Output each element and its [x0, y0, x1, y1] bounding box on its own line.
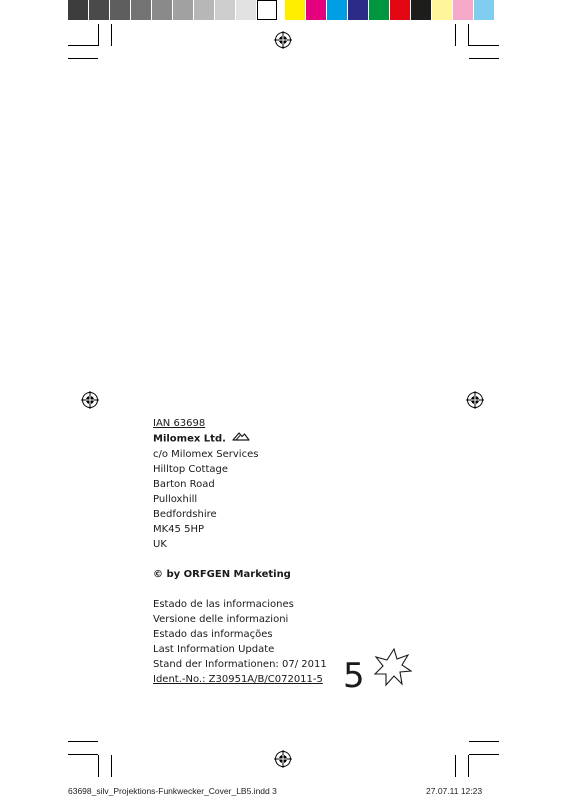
color-swatch	[348, 0, 369, 20]
crop-mark	[468, 755, 469, 777]
registration-mark-icon	[81, 391, 99, 409]
color-swatch	[411, 0, 432, 20]
crop-mark	[469, 754, 499, 755]
color-swatch	[453, 0, 474, 20]
crop-mark	[455, 24, 456, 46]
address-line: MK45 5HP	[153, 523, 205, 535]
mountain-logo-icon	[232, 431, 250, 446]
gray-swatch	[215, 0, 236, 20]
crop-mark	[68, 741, 98, 742]
color-swatch	[327, 0, 348, 20]
gray-swatch	[110, 0, 131, 20]
color-swatch	[369, 0, 390, 20]
address-line: UK	[153, 538, 167, 550]
gray-swatch	[68, 0, 89, 20]
gray-swatch	[152, 0, 173, 20]
color-swatch	[390, 0, 411, 20]
registration-mark-icon	[274, 31, 292, 49]
company-name: Milomex Ltd.	[153, 433, 226, 445]
company-name-row	[153, 431, 327, 447]
color-swatch	[285, 0, 306, 20]
registration-mark-icon	[466, 391, 484, 409]
gray-swatch	[89, 0, 110, 20]
copyright: © by ORFGEN Marketing	[153, 568, 291, 580]
crop-mark	[469, 741, 499, 742]
crop-mark	[111, 24, 112, 46]
gray-swatch	[173, 0, 194, 20]
info-line: Estado das informações	[153, 628, 273, 640]
star-burst-icon	[372, 648, 412, 688]
color-swatch	[432, 0, 453, 20]
info-line: Versione delle informazioni	[153, 613, 289, 625]
address-block	[153, 416, 327, 687]
crop-mark	[469, 45, 499, 46]
info-line: Estado de las informaciones	[153, 598, 294, 610]
slug-date: 27.07.11 12:23	[426, 786, 483, 796]
address-line: Bedfordshire	[153, 508, 217, 520]
address-lines	[153, 447, 327, 552]
address-line: c/o Milomex Services	[153, 448, 259, 460]
gray-swatch	[236, 0, 257, 20]
crop-mark	[68, 754, 98, 755]
info-line: Stand der Informationen: 07/ 2011	[153, 658, 327, 670]
crop-mark	[68, 58, 98, 59]
crop-mark	[98, 24, 99, 46]
crop-mark	[469, 58, 499, 59]
swatch-gap	[277, 0, 285, 20]
ian-number: IAN 63698	[153, 418, 206, 429]
gray-swatch	[194, 0, 215, 20]
information-update-lines	[153, 597, 327, 672]
address-line: Hilltop Cottage	[153, 463, 228, 475]
color-calibration-bar	[68, 0, 495, 20]
crop-mark	[111, 755, 112, 777]
registration-mark-icon	[274, 750, 292, 768]
gray-swatch	[257, 0, 277, 20]
page-number: 5	[343, 656, 365, 696]
color-swatch	[306, 0, 327, 20]
color-swatch	[474, 0, 495, 20]
address-line: Barton Road	[153, 478, 215, 490]
info-line: Last Information Update	[153, 643, 275, 655]
crop-mark	[455, 755, 456, 777]
crop-mark	[98, 755, 99, 777]
ident-number: Ident.-No.: Z30951A/B/C072011-5	[153, 673, 323, 685]
crop-mark	[468, 24, 469, 46]
slug-filename: 63698_silv_Projektions-Funkwecker_Cover_LB5.indd 3	[68, 786, 277, 796]
address-line: Pulloxhill	[153, 493, 198, 505]
gray-swatch	[131, 0, 152, 20]
crop-mark	[68, 45, 98, 46]
